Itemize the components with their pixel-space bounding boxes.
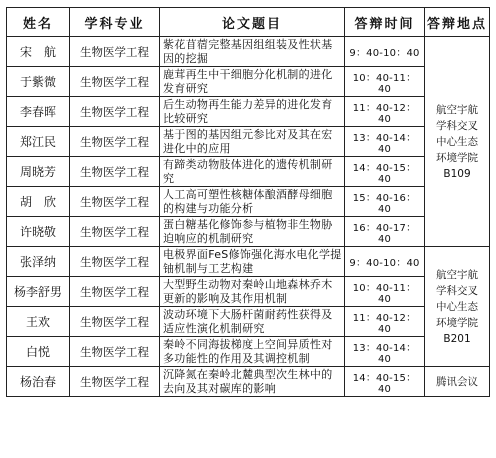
thesis-title: 有蹄类动物肢体进化的遗传机制研究 xyxy=(160,157,345,187)
defense-time: 13：40-14：40 xyxy=(345,337,425,367)
header-title: 论文题目 xyxy=(160,8,345,37)
student-major: 生物医学工程 xyxy=(70,187,160,217)
table-row xyxy=(7,67,490,97)
student-major: 生物医学工程 xyxy=(70,217,160,247)
student-major: 生物医学工程 xyxy=(70,37,160,67)
header-place: 答辩地点 xyxy=(425,8,490,37)
schedule-table xyxy=(6,7,490,397)
thesis-title: 电极界面FeS修饰强化海水电化学提铀机制与工艺构建 xyxy=(160,247,345,277)
student-name: 杨李舒男 xyxy=(7,277,70,307)
defense-time: 10：40-11：40 xyxy=(345,277,425,307)
defense-time: 11：40-12：40 xyxy=(345,97,425,127)
student-major: 生物医学工程 xyxy=(70,247,160,277)
header-name: 姓名 xyxy=(7,8,70,37)
defense-time: 9：40-10：40 xyxy=(345,37,425,67)
header-major: 学科专业 xyxy=(70,8,160,37)
student-major: 生物医学工程 xyxy=(70,67,160,97)
defense-time: 15：40-16：40 xyxy=(345,187,425,217)
student-major: 生物医学工程 xyxy=(70,127,160,157)
defense-schedule xyxy=(6,7,490,397)
thesis-title: 波动环境下大肠杆菌耐药性获得及适应性演化机制研究 xyxy=(160,307,345,337)
student-name: 杨治春 xyxy=(7,367,70,397)
student-name: 白悦 xyxy=(7,337,70,367)
thesis-title: 人工高可塑性核糖体酿酒酵母细胞的构建与功能分析 xyxy=(160,187,345,217)
student-major: 生物医学工程 xyxy=(70,337,160,367)
student-name: 于紫微 xyxy=(7,67,70,97)
student-name: 胡 欣 xyxy=(7,187,70,217)
table-row xyxy=(7,127,490,157)
thesis-title: 蛋白糖基化修饰参与植物非生物胁迫响应的机制研究 xyxy=(160,217,345,247)
defense-time: 9：40-10：40 xyxy=(345,247,425,277)
header-time: 答辩时间 xyxy=(345,8,425,37)
defense-time: 11：40-12：40 xyxy=(345,307,425,337)
header-row xyxy=(7,8,490,37)
student-name: 许晓敬 xyxy=(7,217,70,247)
table-row xyxy=(7,307,490,337)
student-major: 生物医学工程 xyxy=(70,97,160,127)
student-name: 王欢 xyxy=(7,307,70,337)
student-name: 张泽纳 xyxy=(7,247,70,277)
table-row xyxy=(7,157,490,187)
student-major: 生物医学工程 xyxy=(70,367,160,397)
student-major: 生物医学工程 xyxy=(70,157,160,187)
table-row xyxy=(7,277,490,307)
defense-place: 航空宇航学科交叉中心生态环境学院B201 xyxy=(425,247,490,367)
table-row xyxy=(7,187,490,217)
table-row xyxy=(7,37,490,67)
thesis-title: 基于图的基因组元参比对及其在宏进化中的应用 xyxy=(160,127,345,157)
table-row xyxy=(7,217,490,247)
student-name: 郑江民 xyxy=(7,127,70,157)
defense-time: 10：40-11：40 xyxy=(345,67,425,97)
student-name: 周晓芳 xyxy=(7,157,70,187)
defense-time: 14：40-15：40 xyxy=(345,367,425,397)
defense-place: 腾讯会议 xyxy=(425,367,490,397)
thesis-title: 鹿茸再生中干细胞分化机制的进化发育研究 xyxy=(160,67,345,97)
defense-time: 14：40-15：40 xyxy=(345,157,425,187)
defense-place: 航空宇航学科交叉中心生态环境学院B109 xyxy=(425,37,490,247)
student-major: 生物医学工程 xyxy=(70,277,160,307)
table-row xyxy=(7,337,490,367)
student-name: 李春晖 xyxy=(7,97,70,127)
table-row xyxy=(7,97,490,127)
thesis-title: 大型野生动物对秦岭山地森林乔木更新的影响及其作用机制 xyxy=(160,277,345,307)
thesis-title: 秦岭不同海拔梯度上空间异质性对多功能性的作用及其调控机制 xyxy=(160,337,345,367)
table-row xyxy=(7,247,490,277)
student-major: 生物医学工程 xyxy=(70,307,160,337)
thesis-title: 沉降氮在秦岭北麓典型次生林中的去向及其对碳库的影响 xyxy=(160,367,345,397)
table-row xyxy=(7,367,490,397)
thesis-title: 后生动物再生能力差异的进化发育比较研究 xyxy=(160,97,345,127)
thesis-title: 紫花苜蓿完整基因组组装及性状基因的挖掘 xyxy=(160,37,345,67)
defense-time: 13：40-14：40 xyxy=(345,127,425,157)
defense-time: 16：40-17：40 xyxy=(345,217,425,247)
student-name: 宋 航 xyxy=(7,37,70,67)
